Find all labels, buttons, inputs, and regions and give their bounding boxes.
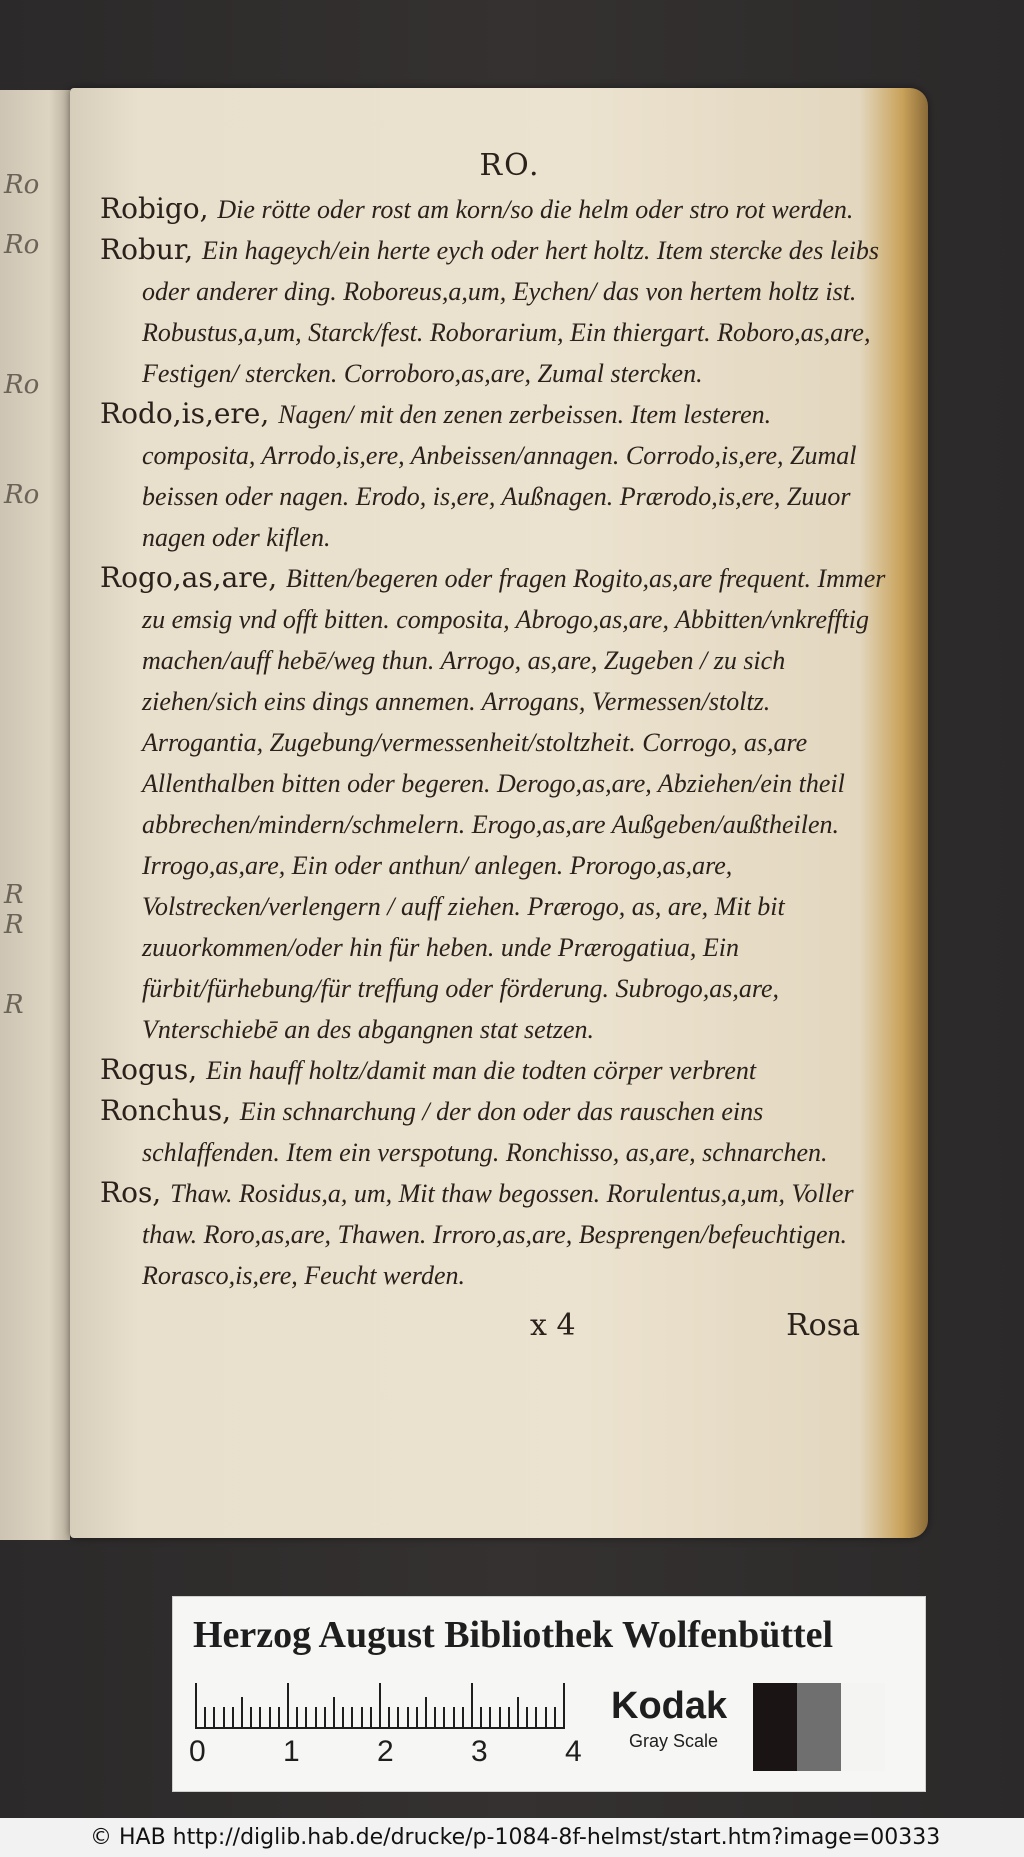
ruler-tick <box>489 1707 491 1729</box>
previous-page-fragment: Ro <box>4 370 40 400</box>
ruler-tick <box>278 1707 280 1729</box>
entry-text: Nagen/ mit den zenen zerbeissen. Item lesteren. composita, Arrodo,is,ere, Anbeissen/annagen. Corrodo,is,ere, Zumal beissen oder nagen. Erodo, is,ere, Außnagen. Prærodo,is,ere, Zuuor nagen oder kiflen. <box>142 400 857 552</box>
ruler-number-0: 0 <box>189 1735 206 1768</box>
ruler-tick <box>370 1707 372 1729</box>
ruler-tick <box>545 1707 547 1729</box>
dictionary-entry <box>100 394 890 558</box>
running-header: RO. <box>479 148 541 183</box>
ruler-tick <box>416 1707 418 1729</box>
ruler-number-2: 2 <box>377 1735 394 1768</box>
book-page <box>70 88 928 1538</box>
dictionary-entry <box>100 230 890 394</box>
previous-page-edge <box>0 90 70 1540</box>
page-foot <box>100 1308 890 1352</box>
entry-text: Ein hauff holtz/damit man die todten cörper verbrent <box>206 1056 757 1085</box>
entry-text: Ein schnarchung / der don oder das rauschen eins schlaffenden. Item ein verspotung. Ronchisso, as,are, schnarchen. <box>142 1097 828 1167</box>
ruler-tick <box>204 1707 206 1729</box>
ruler-tick <box>269 1707 271 1729</box>
entry-text: Ein hageych/ein herte eych oder hert holtz. Item stercke des leibs oder anderer ding. Roboreus,a,um, Eychen/ das von hertem holtz ist. Robustus,a,um, Starck/fest. Roborarium, Ein thiergart. Roboro,as,are, Festigen/ stercken. Corroboro,as,are, Zumal stercken. <box>142 236 879 388</box>
ruler-tick <box>517 1697 519 1729</box>
ruler-tick <box>453 1707 455 1729</box>
entry-lemma: Ros, <box>100 1176 162 1209</box>
gray-scale-label: Gray Scale <box>629 1731 719 1751</box>
ruler-tick <box>526 1707 528 1729</box>
ruler-tick <box>379 1683 381 1729</box>
entry-lemma: Robur, <box>100 233 194 266</box>
dictionary-entry <box>100 189 890 230</box>
dictionary-entry <box>100 1050 890 1091</box>
entry-lemma: Ronchus, <box>100 1094 231 1127</box>
entry-lemma: Rodo,is,ere, <box>100 397 270 430</box>
ruler-tick <box>232 1707 234 1729</box>
ruler-tick <box>195 1683 197 1729</box>
entry-lemma: Rogo,as,are, <box>100 561 278 594</box>
ruler-tick <box>333 1697 335 1729</box>
library-name: Herzog August Bibliothek Wolfenbüttel <box>193 1614 834 1656</box>
dictionary-entry <box>100 1173 890 1296</box>
ruler-tick <box>342 1707 344 1729</box>
entry-lemma: Rogus, <box>100 1053 198 1086</box>
ruler-tick <box>443 1707 445 1729</box>
swatch-black <box>753 1683 797 1771</box>
ruler-tick <box>499 1707 501 1729</box>
entry-text: Thaw. Rosidus,a, um, Mit thaw begossen. Rorulentus,a,um, Voller thaw. Roro,as,are, Thawen. Irroro,as,are, Besprengen/befeuchtigen. Rorasco,is,ere, Feucht werden. <box>142 1179 854 1290</box>
entry-lemma: Robigo, <box>100 192 209 225</box>
catchword: Rosa <box>786 1308 860 1343</box>
previous-page-fragment: Ro <box>4 480 40 510</box>
ruler-tick <box>315 1707 317 1729</box>
kodak-logo: Kodak <box>611 1685 728 1727</box>
dictionary-entries <box>100 189 890 1296</box>
ruler-tick <box>480 1707 482 1729</box>
ruler-number-3: 3 <box>471 1735 488 1768</box>
ruler-tick <box>462 1707 464 1729</box>
dictionary-entry <box>100 558 890 1050</box>
page-content <box>100 148 890 1352</box>
copyright-footer: © HAB http://diglib.hab.de/drucke/p-1084-8f-helmst/start.htm?image=00333 <box>0 1818 1024 1857</box>
entry-text: Die rötte oder rost am korn/so die helm oder stro rot werden. <box>217 195 854 224</box>
previous-page-fragment: R <box>4 990 24 1020</box>
ruler-tick <box>508 1707 510 1729</box>
previous-page-fragment: R <box>4 880 24 910</box>
ruler-tick <box>434 1707 436 1729</box>
previous-page-fragment: Ro <box>4 170 40 200</box>
ruler-tick <box>296 1707 298 1729</box>
swatch-gray <box>797 1683 841 1771</box>
ruler-tick <box>388 1707 390 1729</box>
signature-mark: x 4 <box>530 1308 576 1343</box>
ruler-tick <box>287 1683 289 1729</box>
color-target-card <box>172 1596 926 1792</box>
ruler-tick <box>471 1683 473 1729</box>
previous-page-fragment: Ro <box>4 230 40 260</box>
ruler-tick <box>407 1707 409 1729</box>
entry-text: Bitten/begeren oder fragen Rogito,as,are frequent. Immer zu emsig vnd offt bitten. composita, Abrogo,as,are, Abbitten/vnkrefftig machen/auff hebē/weg thun. Arrogo, as,are, Zugeben / zu sich ziehen/sich eins dings annemen. Arrogans, Vermessen/stoltz. Arrogantia, Zugebung/vermessenheit/stoltzheit. Corrogo, as,are Allenthalben bitten oder begeren. Derogo,as,are, Abziehen/ein theil abbrechen/mindern/schmelern. Erogo,as,are Außgeben/außtheilen. Irrogo,as,are, Ein oder anthun/ anlegen. Prorogo,as,are, Volstrecken/verlengern / auff ziehen. Prærogo, as, are, Mit bit zuuorkommen/oder hin für heben. unde Prærogatiua, Ein fürbit/fürhebung/für treffung oder förderung. Subrogo,as,are, Vnterschiebē an des abgangnen stat setzen. <box>142 564 886 1044</box>
ruler-tick <box>425 1697 427 1729</box>
ruler-number-4: 4 <box>565 1735 582 1768</box>
ruler-tick <box>324 1707 326 1729</box>
ruler-number-1: 1 <box>283 1735 300 1768</box>
swatch-white <box>841 1683 885 1771</box>
ruler-tick <box>259 1707 261 1729</box>
ruler <box>195 1683 565 1729</box>
ruler-tick <box>397 1707 399 1729</box>
ruler-tick <box>361 1707 363 1729</box>
ruler-tick <box>250 1707 252 1729</box>
ruler-tick <box>305 1707 307 1729</box>
ruler-tick <box>223 1707 225 1729</box>
ruler-tick <box>213 1707 215 1729</box>
ruler-tick <box>535 1707 537 1729</box>
ruler-tick <box>241 1697 243 1729</box>
ruler-tick <box>563 1683 565 1729</box>
previous-page-fragment: R <box>4 910 24 940</box>
dictionary-entry <box>100 1091 890 1173</box>
ruler-tick <box>554 1707 556 1729</box>
ruler-tick <box>351 1707 353 1729</box>
